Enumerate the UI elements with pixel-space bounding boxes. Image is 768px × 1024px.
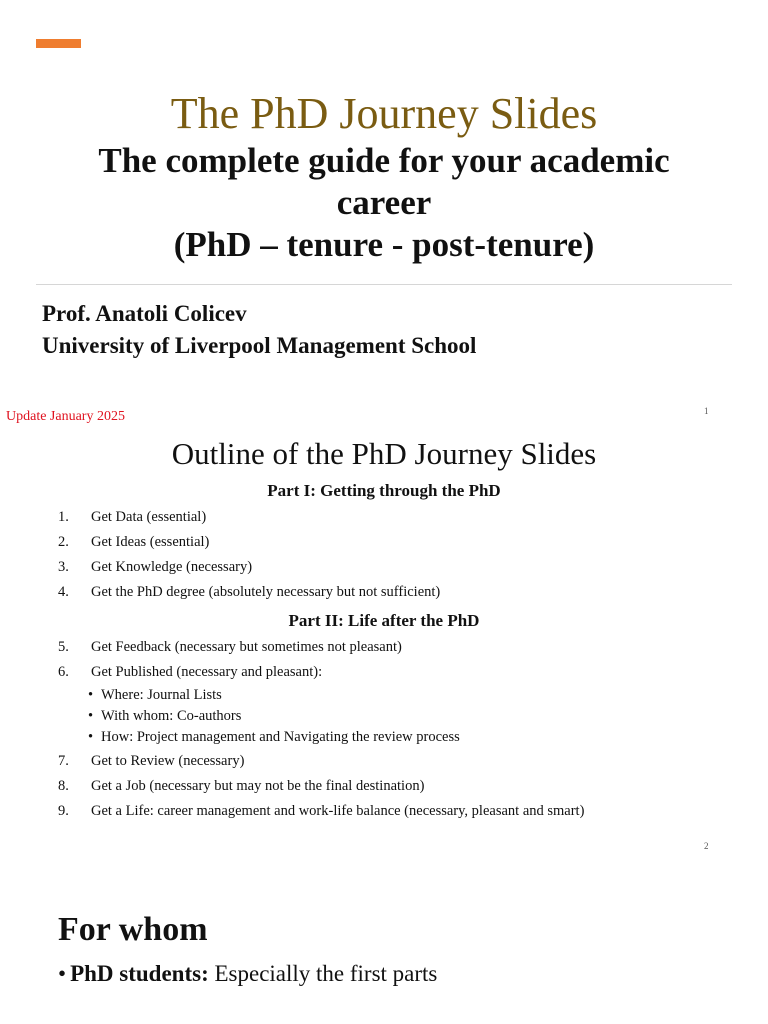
accent-bar [36,39,81,48]
item-text: Get a Life: career management and work-life balance (necessary, pleasant and smart) [91,803,585,819]
sublist-item [0,727,768,748]
part2-list-continued [0,749,768,824]
audience-bullet [58,958,437,990]
sublist-text: With whom: Co-authors [101,708,242,724]
audience-bold-label: PhD students: [70,961,209,986]
item-number: 1. [58,509,69,525]
item-text: Get Published (necessary and pleasant): [91,664,323,680]
bullet-icon: • [88,708,94,724]
item-number: 5. [58,639,69,655]
item-text: Get to Review (necessary) [91,753,245,769]
item-text: Get Knowledge (necessary) [91,559,253,575]
item-text: Get Ideas (essential) [91,534,210,550]
outline-slide [0,432,768,864]
page-number: 2 [704,841,709,851]
audience-title: For whom [58,911,208,948]
item-number: 8. [58,778,69,794]
part2-list [0,635,768,685]
item-number: 7. [58,753,69,769]
title-slide [0,0,768,432]
list-item [0,580,768,605]
list-item [0,749,768,774]
item-number: 4. [58,584,69,600]
bullet-icon: • [88,729,94,745]
item-number: 9. [58,803,69,819]
outline-title: Outline of the PhD Journey Slides [171,436,597,471]
sublist-text: How: Project management and Navigating the review process [101,729,460,745]
part1-list [0,505,768,605]
item-number: 2. [58,534,69,550]
list-item [0,774,768,799]
item-text: Get Feedback (necessary but sometimes not pleasant) [91,639,402,655]
list-item [0,799,768,824]
divider [36,284,732,285]
part-heading: Part I: Getting through the PhD [267,481,501,500]
list-item [0,530,768,555]
list-item [0,555,768,580]
sublist-text: Where: Journal Lists [101,687,222,703]
part-heading: Part II: Life after the PhD [288,611,480,630]
list-item [0,635,768,660]
list-item [0,505,768,530]
list-item [0,660,768,685]
update-note: Update January 2025 [6,409,125,424]
sublist-item [0,706,768,727]
bullet-icon: • [58,961,67,986]
item-text: Get a Job (necessary but may not be the final destination) [91,778,425,794]
slide-subtitle [40,140,728,266]
author-block [42,298,476,362]
sublist-item [0,685,768,706]
page-number: 1 [704,406,709,416]
author-name: Prof. Anatoli Colicev [42,301,247,326]
subtitle-line: The complete guide for your academic [98,141,670,180]
audience-text: Especially the first parts [208,961,438,986]
author-affiliation: University of Liverpool Management School [42,333,477,358]
slide-title: The PhD Journey Slides [170,89,598,138]
item-text: Get the PhD degree (absolutely necessary but not sufficient) [91,584,441,600]
item-text: Get Data (essential) [91,509,207,525]
subtitle-line: (PhD – tenure - post-tenure) [173,225,595,264]
item-number: 6. [58,664,69,680]
published-sublist [0,685,768,748]
item-number: 3. [58,559,69,575]
bullet-icon: • [88,687,94,703]
subtitle-line: career [336,183,432,222]
audience-slide [0,864,768,1024]
